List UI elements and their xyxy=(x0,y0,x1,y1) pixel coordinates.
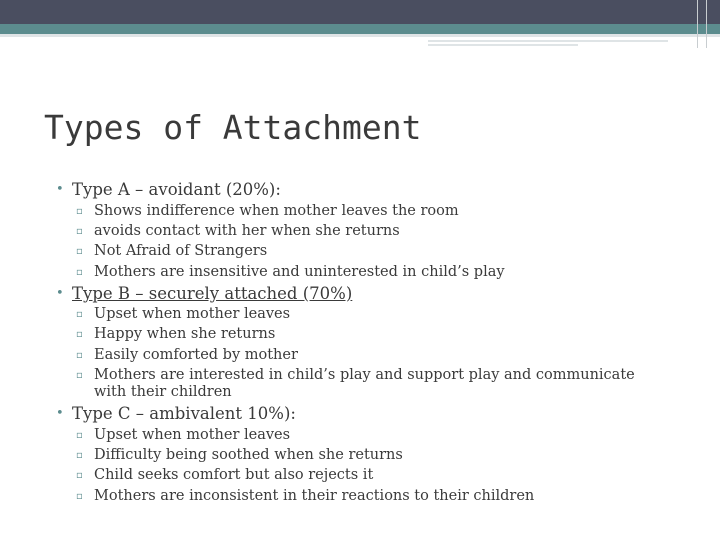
type-c-heading: Type C – ambivalent 10%): xyxy=(72,404,296,423)
list-item-text: Happy when she returns xyxy=(94,326,276,342)
sub-bullet-marker: ▫ xyxy=(76,267,83,278)
list-item-text: Upset when mother leaves xyxy=(94,306,291,322)
sub-bullet-marker: ▫ xyxy=(76,206,83,217)
bullet-marker: • xyxy=(56,406,64,421)
sub-bullet-marker: ▫ xyxy=(76,450,83,461)
bullet-marker: • xyxy=(56,182,64,197)
list-item-text: Upset when mother leaves xyxy=(94,427,291,443)
sub-bullet-marker: ▫ xyxy=(76,309,83,320)
sub-bullet-marker: ▫ xyxy=(76,470,83,481)
sub-bullet-marker: ▫ xyxy=(76,226,83,237)
list-item-text: Easily comforted by mother xyxy=(94,347,298,363)
slide-title: Types of Attachment xyxy=(44,108,422,147)
list-item-text: Mothers are insensitive and uninterested in child’s play xyxy=(94,264,505,280)
list-item-text: Child seeks comfort but also rejects it xyxy=(94,467,374,483)
bullet-marker: • xyxy=(56,286,64,301)
sub-bullet-marker: ▫ xyxy=(76,491,83,502)
sub-bullet-marker: ▫ xyxy=(76,350,83,361)
list-item-text: with their children xyxy=(94,384,232,400)
sub-bullet-marker: ▫ xyxy=(76,329,83,340)
list-item-text: Mothers are inconsistent in their reactions to their children xyxy=(94,488,535,504)
list-item-text: Mothers are interested in child’s play and support play and communicate xyxy=(94,367,635,383)
list-item-text: Difficulty being soothed when she returns xyxy=(94,447,403,463)
type-a-heading: Type A – avoidant (20%): xyxy=(72,180,281,199)
list-item-text: Shows indifference when mother leaves the room xyxy=(94,203,459,219)
sub-bullet-marker: ▫ xyxy=(76,430,83,441)
sub-bullet-marker: ▫ xyxy=(76,370,83,381)
list-item-text: avoids contact with her when she returns xyxy=(94,223,400,239)
sub-bullet-marker: ▫ xyxy=(76,246,83,257)
type-b-heading: Type B – securely attached (70%) xyxy=(72,284,353,303)
list-item-text: Not Afraid of Strangers xyxy=(94,243,268,259)
